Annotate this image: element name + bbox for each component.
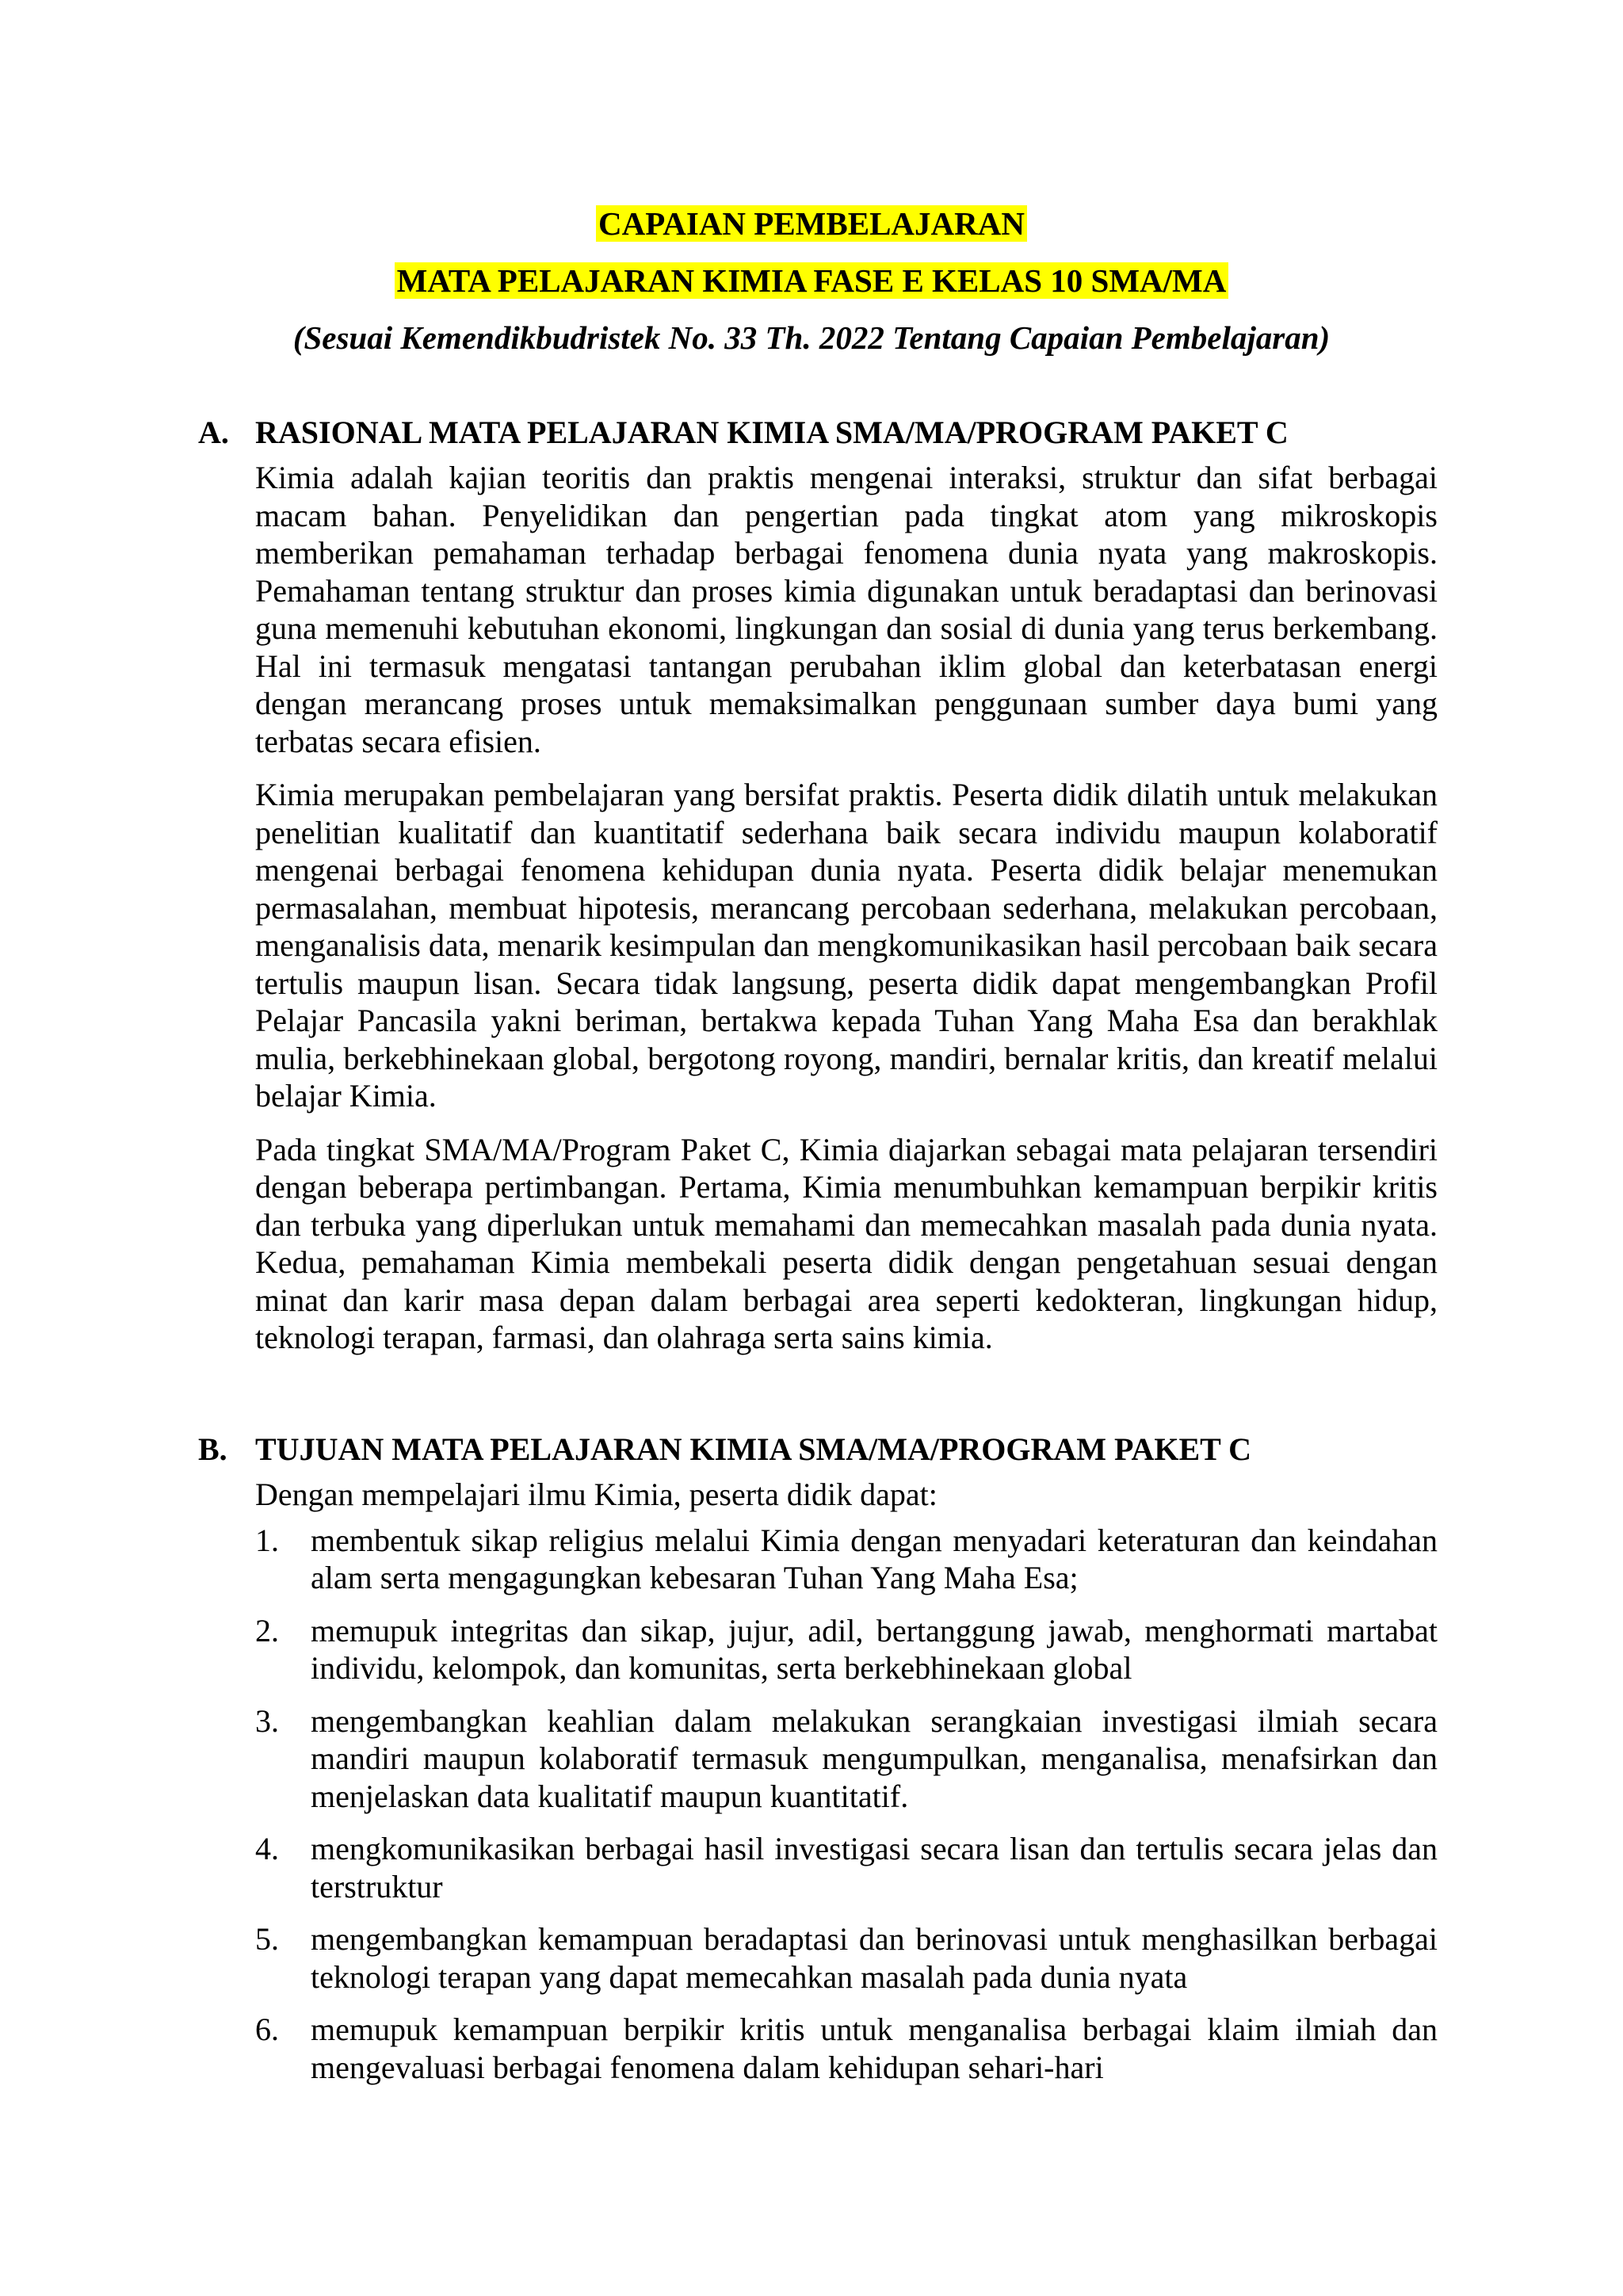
list-item-text: memupuk integritas dan sikap, jujur, adil, bertanggung jawab, menghormati martabat individu, kelompok, dan komunitas, serta berkebhinekaan global — [311, 1612, 1438, 1686]
list-item — [198, 1522, 1438, 1597]
goals-list — [198, 1522, 1438, 2087]
list-item-number: 1. — [255, 1522, 279, 1558]
section-heading-b — [198, 1430, 1438, 1469]
list-item-text: mengkomunikasikan berbagai hasil investigasi secara lisan dan tertulis secara jelas dan terstruktur — [311, 1831, 1438, 1904]
paragraph: Kimia merupakan pembelajaran yang bersifat praktis. Peserta didik dilatih untuk melakukan penelitian kualitatif dan kuantitatif sederhana baik secara individu maupun kolaboratif mengenai berbagai fenomena kehidupan dunia nyata. Peserta didik belajar menemukan permasalahan, membuat hipotesis, merancang percobaan sederhana, melakukan percobaan, menganalisis data, menarik kesimpulan dan mengkomunikasikan hasil percobaan baik secara tertulis maupun lisan. Secara tidak langsung, peserta didik dapat mengembangkan Profil Pelajar Pancasila yakni beriman, bertakwa kepada Tuhan Yang Maha Esa dan berakhlak mulia, berkebhinekaan global, bergotong royong, mandiri, bernalar kritis, dan kreatif melalui belajar Kimia. — [255, 777, 1438, 1114]
paragraph: Kimia adalah kajian teoritis dan praktis mengenai interaksi, struktur dan sifat berbagai macam bahan. Penyelidikan dan pengertian pada tingkat atom yang mikroskopis memberikan pemahaman terhadap berbagai fenomena dunia nyata yang makroskopis. Pemahaman tentang struktur dan proses kimia digunakan untuk beradaptasi dan berinovasi guna memenuhi kebutuhan ekonomi, lingkungan dan sosial di dunia yang terus berkembang. Hal ini termasuk mengatasi tantangan perubahan iklim global dan keterbatasan energi dengan merancang proses untuk memaksimalkan penggunaan sumber daya bumi yang terbatas secara efisien. — [255, 460, 1438, 759]
paragraph: Pada tingkat SMA/MA/Program Paket C, Kimia diajarkan sebagai mata pelajaran tersendiri dengan beberapa pertimbangan. Pertama, Kimia menumbuhkan kemampuan berpikir kritis dan terbuka yang diperlukan untuk memahami dan memecahkan masalah pada dunia nyata. Kedua, pemahaman Kimia membekali peserta didik dengan pengetahuan sesuai dengan minat dan karir masa depan dalam berbagai area seperti kedokteran, lingkungan hidup, teknologi terapan, farmasi, dan olahraga serta sains kimia. — [255, 1131, 1438, 1355]
list-item-number: 2. — [255, 1612, 279, 1648]
document-reference: (Sesuai Kemendikbudristek No. 33 Th. 2022 Tentang Capaian Pembelajaran) — [292, 319, 1331, 356]
list-item — [198, 1830, 1438, 1905]
document-subtitle: MATA PELAJARAN KIMIA FASE E KELAS 10 SMA/MA — [395, 262, 1229, 299]
list-item-number: 3. — [255, 1702, 279, 1739]
document-subtitle-line — [0, 262, 1623, 300]
list-item-number: 4. — [255, 1831, 279, 1866]
list-item-number: 6. — [255, 2011, 279, 2047]
section-tujuan — [198, 1430, 1438, 2101]
list-item-text: mengembangkan keahlian dalam melakukan serangkaian investigasi ilmiah secara mandiri maupun kolaboratif termasuk mengumpulkan, menganalisa, menafsirkan dan menjelaskan data kualitatif maupun kuantitatif. — [311, 1702, 1438, 1814]
document-header — [0, 204, 1623, 357]
list-item — [198, 1612, 1438, 1687]
list-item-text: membentuk sikap religius melalui Kimia dengan menyadari keteraturan dan keindahan alam serta mengagungkan kebesaran Tuhan Yang Maha Esa; — [311, 1522, 1438, 1595]
section-letter-a: A. — [198, 415, 229, 450]
section-intro: Dengan mempelajari ilmu Kimia, peserta didik dapat: — [255, 1477, 938, 1512]
list-item — [198, 1920, 1438, 1996]
list-item — [198, 2011, 1438, 2086]
list-item-text: memupuk kemampuan berpikir kritis untuk menganalisa berbagai klaim ilmiah dan mengevaluasi berbagai fenomena dalam kehidupan sehari-hari — [311, 2011, 1438, 2085]
document-title: CAPAIAN PEMBELAJARAN — [596, 205, 1027, 242]
list-item-text: mengembangkan kemampuan beradaptasi dan berinovasi untuk menghasilkan berbagai teknologi terapan yang dapat memecahkan masalah pada dunia nyata — [311, 1921, 1438, 1995]
section-title-b: TUJUAN MATA PELAJARAN KIMIA SMA/MA/PROGRAM PAKET C — [255, 1431, 1252, 1467]
section-heading-a — [198, 413, 1438, 453]
section-title-a: RASIONAL MATA PELAJARAN KIMIA SMA/MA/PROGRAM PAKET C — [255, 415, 1289, 450]
list-item-number: 5. — [255, 1921, 279, 1957]
section-letter-b: B. — [198, 1431, 227, 1467]
document-title-line — [0, 204, 1623, 243]
list-item — [198, 1702, 1438, 1816]
section-rasional — [198, 413, 1438, 1373]
